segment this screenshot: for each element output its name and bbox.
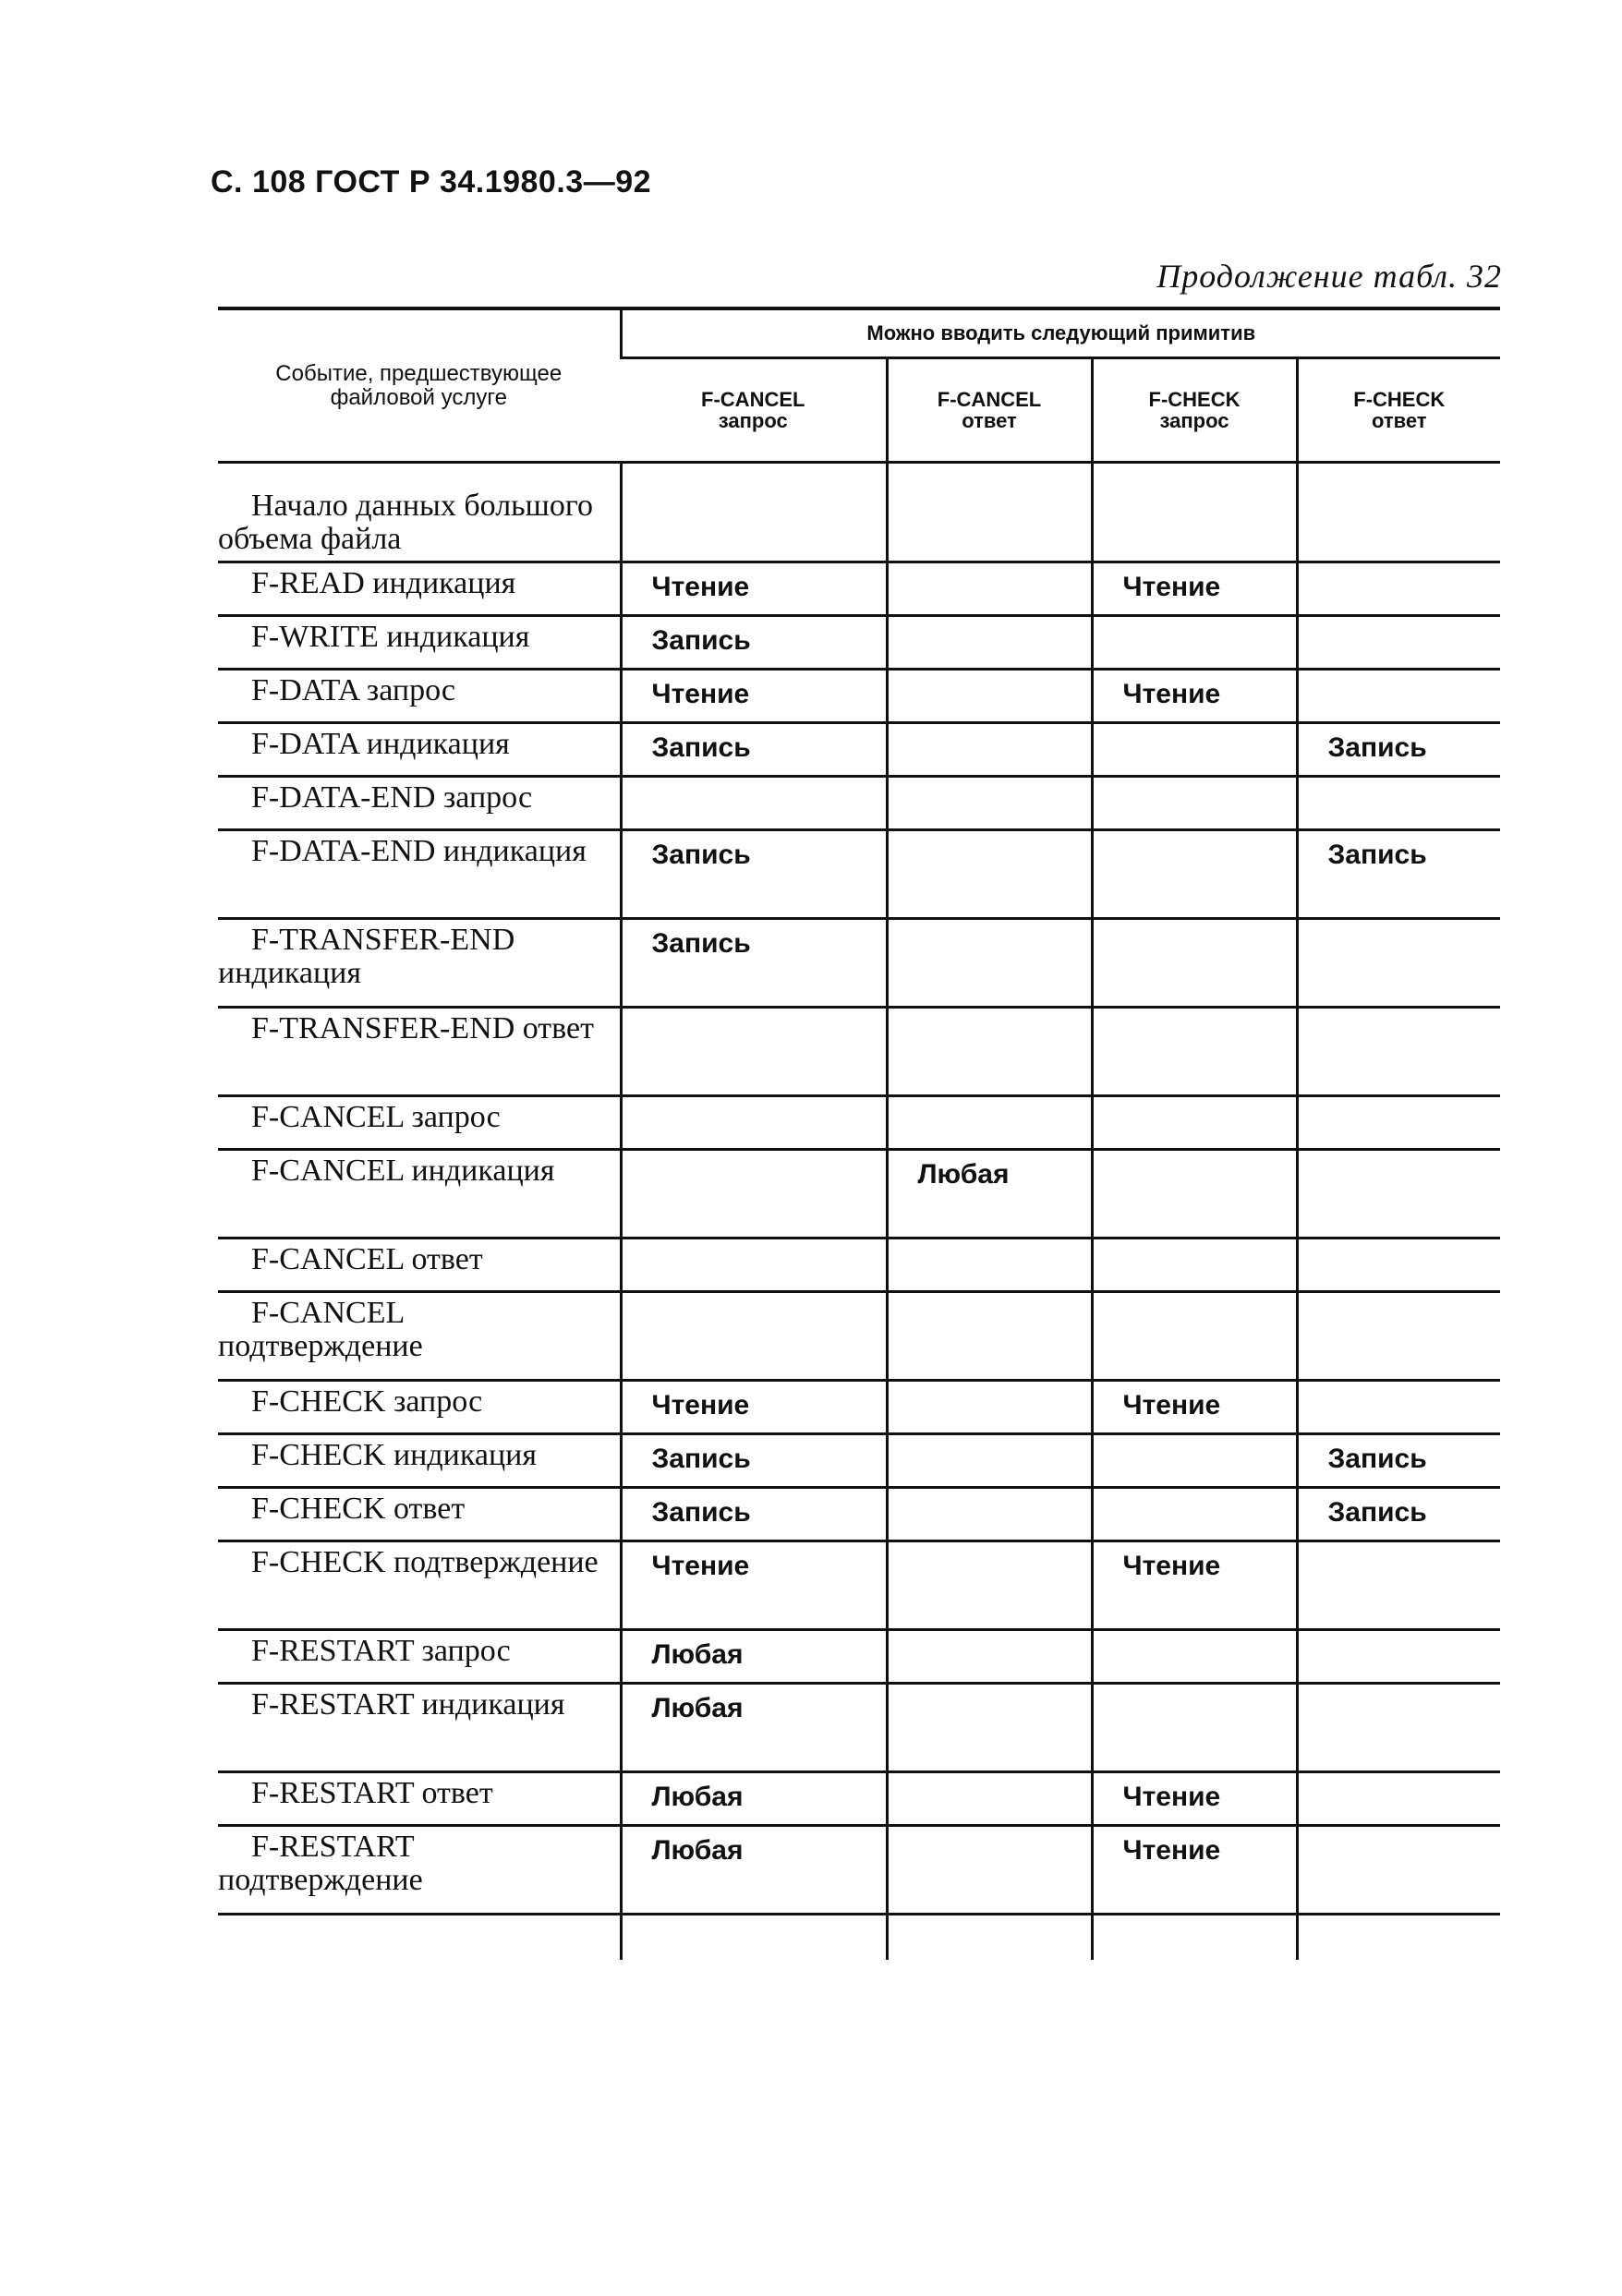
value-cell: Запись	[621, 918, 887, 1007]
value-cell	[887, 1238, 1092, 1291]
column-header-line1: F-CANCEL	[937, 387, 1042, 411]
table-row	[218, 918, 1500, 1007]
value-cell	[887, 1291, 1092, 1380]
value-cell	[1092, 776, 1297, 829]
value-cell	[621, 1238, 887, 1291]
value-cell	[887, 1541, 1092, 1629]
value-cell: Чтение	[621, 1380, 887, 1433]
value-cell	[887, 1487, 1092, 1541]
value-cell	[1297, 562, 1500, 615]
event-cell	[218, 1291, 621, 1380]
tail-row	[218, 1914, 1500, 1960]
event-label: F-TRANSFER-END ответ	[251, 1010, 594, 1045]
primitives-table	[218, 307, 1500, 1960]
event-label: F-DATA индикация	[251, 726, 510, 761]
page-header: С. 108 ГОСТ Р 34.1980.3—92	[211, 164, 652, 199]
value-cell	[1092, 1683, 1297, 1771]
table-row	[218, 1149, 1500, 1238]
value-cell: Чтение	[1092, 1825, 1297, 1914]
table-row	[218, 1380, 1500, 1433]
table-row	[218, 1683, 1500, 1771]
table-row	[218, 1541, 1500, 1629]
value-cell	[1092, 1629, 1297, 1683]
event-cell	[218, 1238, 621, 1291]
value-cell	[887, 918, 1092, 1007]
value-cell	[1297, 615, 1500, 669]
value-cell	[887, 669, 1092, 722]
value-cell: Запись	[621, 1433, 887, 1487]
value-cell	[887, 829, 1092, 918]
value-cell	[1297, 776, 1500, 829]
value-cell: Любая	[621, 1629, 887, 1683]
event-cell	[218, 1487, 621, 1541]
value-cell: Чтение	[1092, 1380, 1297, 1433]
table-row	[218, 1825, 1500, 1914]
table-row	[218, 1238, 1500, 1291]
table-row	[218, 722, 1500, 776]
event-column-header: Событие, предшествующее файловой услуге	[218, 308, 621, 463]
event-cell	[218, 669, 621, 722]
table-row	[218, 669, 1500, 722]
value-cell: Любая	[621, 1683, 887, 1771]
table-continuation-label: Продолжение табл. 32	[1156, 258, 1502, 295]
value-cell: Запись	[1297, 722, 1500, 776]
value-cell: Чтение	[621, 1541, 887, 1629]
column-header-line1: F-CHECK	[1353, 387, 1446, 411]
value-cell	[1297, 918, 1500, 1007]
column-header-line1: F-CANCEL	[701, 387, 805, 411]
column-header-line2: ответ	[962, 409, 1017, 432]
event-label: F-DATA-END индикация	[251, 833, 587, 868]
value-cell: Запись	[621, 615, 887, 669]
value-cell	[1092, 1487, 1297, 1541]
value-cell	[1297, 1095, 1500, 1149]
event-cell	[218, 829, 621, 918]
value-cell	[1297, 1771, 1500, 1825]
event-label: F-RESTART индикация	[251, 1686, 565, 1722]
event-cell	[218, 776, 621, 829]
event-label: F-WRITE индикация	[251, 619, 530, 654]
table-row	[218, 562, 1500, 615]
event-label: F-CHECK запрос	[251, 1384, 483, 1419]
value-cell: Запись	[1297, 1487, 1500, 1541]
value-cell	[1092, 615, 1297, 669]
value-cell: Чтение	[621, 562, 887, 615]
table-row	[218, 1487, 1500, 1541]
value-cell: Любая	[621, 1825, 887, 1914]
value-cell: Запись	[1297, 829, 1500, 918]
event-label: F-DATA-END запрос	[251, 779, 533, 815]
value-cell	[1092, 1433, 1297, 1487]
event-cell	[218, 615, 621, 669]
value-cell	[621, 776, 887, 829]
group-header: Можно вводить следующий примитив	[621, 308, 1500, 358]
value-cell: Чтение	[1092, 669, 1297, 722]
value-cell	[1297, 1683, 1500, 1771]
value-cell	[887, 1683, 1092, 1771]
value-cell	[1297, 486, 1500, 562]
column-header-line1: F-CHECK	[1148, 387, 1241, 411]
table-row	[218, 776, 1500, 829]
value-cell: Запись	[621, 722, 887, 776]
event-cell	[218, 562, 621, 615]
column-header	[887, 358, 1092, 463]
value-cell	[887, 776, 1092, 829]
event-cell	[218, 1380, 621, 1433]
event-label: Начало данных большого объема файла	[218, 489, 593, 556]
value-cell	[887, 1629, 1092, 1683]
value-cell	[1297, 1380, 1500, 1433]
event-cell	[218, 1629, 621, 1683]
table-row	[218, 1291, 1500, 1380]
event-label: F-CHECK ответ	[251, 1491, 466, 1526]
value-cell	[621, 1149, 887, 1238]
value-cell	[1092, 1291, 1297, 1380]
value-cell: Чтение	[1092, 562, 1297, 615]
value-cell	[1297, 1629, 1500, 1683]
value-cell	[887, 486, 1092, 562]
event-cell	[218, 1683, 621, 1771]
value-cell	[1092, 722, 1297, 776]
value-cell: Чтение	[621, 669, 887, 722]
table-row	[218, 1629, 1500, 1683]
value-cell	[887, 1433, 1092, 1487]
table-row	[218, 1771, 1500, 1825]
value-cell: Любая	[887, 1149, 1092, 1238]
value-cell	[1092, 1238, 1297, 1291]
event-label: F-CANCEL индикация	[251, 1153, 555, 1188]
value-cell: Запись	[1297, 1433, 1500, 1487]
value-cell	[621, 1007, 887, 1095]
event-label: F-CHECK индикация	[251, 1437, 537, 1472]
column-header-line2: запрос	[1159, 409, 1229, 432]
value-cell	[887, 562, 1092, 615]
value-cell: Запись	[621, 1487, 887, 1541]
spacer-row	[218, 463, 1500, 487]
table-row	[218, 1433, 1500, 1487]
value-cell	[887, 1095, 1092, 1149]
column-header	[1092, 358, 1297, 463]
value-cell	[887, 615, 1092, 669]
event-label: F-RESTART ответ	[251, 1775, 493, 1810]
column-header-line2: ответ	[1371, 409, 1427, 432]
value-cell	[1092, 1007, 1297, 1095]
value-cell: Любая	[621, 1771, 887, 1825]
event-label: F-READ индикация	[251, 565, 516, 600]
event-cell	[218, 1541, 621, 1629]
value-cell	[1297, 1238, 1500, 1291]
value-cell: Запись	[621, 829, 887, 918]
value-cell	[887, 1771, 1092, 1825]
event-cell	[218, 1771, 621, 1825]
event-cell	[218, 1007, 621, 1095]
value-cell	[621, 1291, 887, 1380]
value-cell	[887, 1825, 1092, 1914]
table-row	[218, 486, 1500, 562]
column-header-line2: запрос	[718, 409, 788, 432]
value-cell: Чтение	[1092, 1541, 1297, 1629]
column-header	[1297, 358, 1500, 463]
column-header	[621, 358, 887, 463]
event-cell	[218, 918, 621, 1007]
value-cell	[1092, 918, 1297, 1007]
event-label: F-CANCEL подтверждение	[218, 1295, 423, 1363]
event-cell	[218, 1825, 621, 1914]
value-cell	[887, 1380, 1092, 1433]
value-cell	[1297, 1541, 1500, 1629]
event-cell	[218, 1433, 621, 1487]
value-cell	[1092, 486, 1297, 562]
table-body	[218, 463, 1500, 1960]
value-cell	[887, 722, 1092, 776]
table-row	[218, 1007, 1500, 1095]
event-label: F-CHECK подтверждение	[251, 1544, 599, 1579]
value-cell	[1092, 829, 1297, 918]
event-cell	[218, 722, 621, 776]
value-cell	[1297, 1825, 1500, 1914]
value-cell	[1297, 1149, 1500, 1238]
event-label: F-RESTART запрос	[251, 1633, 511, 1668]
event-cell	[218, 1149, 621, 1238]
event-cell	[218, 1095, 621, 1149]
event-label: F-CANCEL ответ	[251, 1241, 483, 1276]
event-label: F-RESTART подтверждение	[218, 1829, 423, 1897]
value-cell	[1297, 1291, 1500, 1380]
table-row	[218, 1095, 1500, 1149]
event-label: F-TRANSFER-END индикация	[218, 922, 515, 990]
table-row	[218, 829, 1500, 918]
value-cell	[1297, 1007, 1500, 1095]
table-row	[218, 615, 1500, 669]
event-label: F-DATA запрос	[251, 672, 455, 707]
value-cell	[621, 486, 887, 562]
event-label: F-CANCEL запрос	[251, 1099, 501, 1134]
value-cell	[887, 1007, 1092, 1095]
event-cell	[218, 486, 621, 562]
value-cell	[1297, 669, 1500, 722]
value-cell	[1092, 1095, 1297, 1149]
value-cell	[1092, 1149, 1297, 1238]
value-cell	[621, 1095, 887, 1149]
value-cell: Чтение	[1092, 1771, 1297, 1825]
